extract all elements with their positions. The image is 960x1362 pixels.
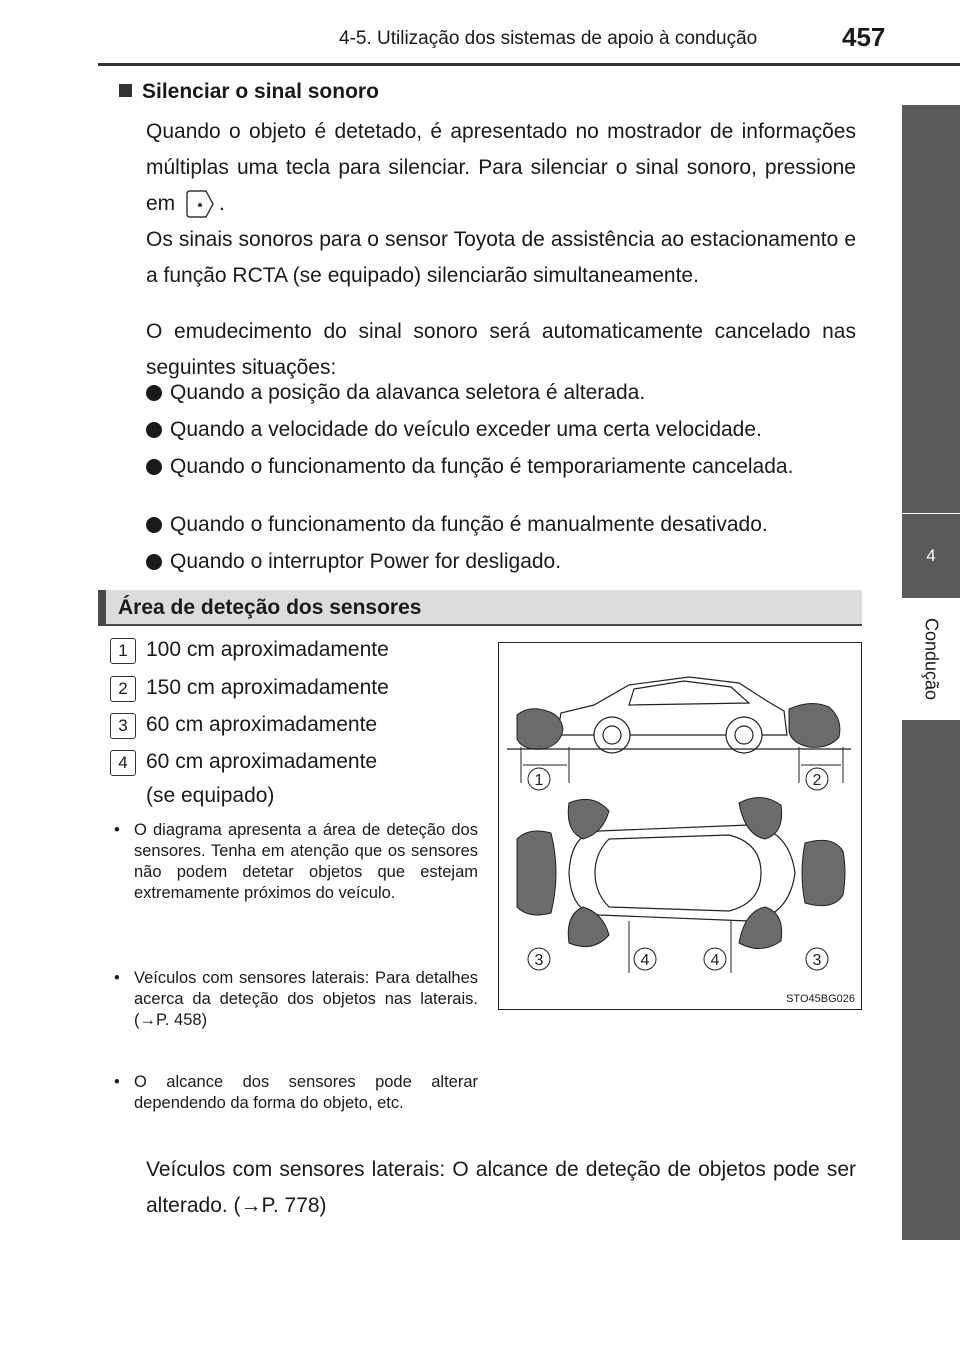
sensor-diagram-svg — [499, 643, 860, 1008]
callout-number: 3 — [110, 713, 136, 739]
item-text-extra: (se equipado) — [146, 784, 275, 807]
list-item: Quando a velocidade do veículo exceder uma certa velocidade. — [146, 413, 856, 447]
svg-text:3: 3 — [534, 952, 544, 969]
paragraph-mute-instruction: Quando o objeto é detetado, é apresentado no mostrador de informações múltiplas uma tecla para silenciar. Para silenciar o sinal sonoro, pressione em . — [146, 114, 856, 222]
note-item: • Veículos com sensores laterais: Para detalhes acerca da deteção dos objetos nas laterais. (→P. 458) — [114, 969, 478, 1029]
list-item: Quando o funcionamento da função é temporariamente cancelada. — [146, 450, 856, 484]
running-header: 4-5. Utilização dos sistemas de apoio à condução — [339, 28, 758, 49]
header-rule — [98, 63, 960, 66]
svg-text:3: 3 — [812, 952, 822, 969]
paragraph-simultaneous: Os sinais sonoros para o sensor Toyota de assistência ao estacionamento e a função RCTA (se equipado) silenciarão simultaneamente. — [146, 228, 856, 287]
side-tab-bar-top — [902, 105, 960, 513]
bullet-dot-icon — [146, 385, 162, 401]
item-text: 60 cm aproximadamente — [146, 750, 378, 773]
section-title-detection-area: Área de deteção dos sensores — [98, 590, 862, 626]
paragraph-side-sensors: Veículos com sensores laterais: O alcance de deteção de objetos pode ser alterado. (→P. 778) — [146, 1158, 856, 1217]
list-item: Quando o funcionamento da função é manualmente desativado. — [146, 508, 856, 542]
callout-number: 2 — [110, 676, 136, 702]
bullet-dot-icon — [146, 422, 162, 438]
item-text: 150 cm aproximadamente — [146, 676, 389, 699]
list-item: Quando o interruptor Power for desligado. — [146, 545, 856, 579]
side-view-car — [557, 677, 787, 753]
callout-number: 1 — [110, 638, 136, 664]
chapter-label: Condução — [921, 617, 942, 701]
top-view-car — [569, 825, 795, 921]
page-number: 457 — [842, 22, 886, 52]
side-tab-bar-bottom — [902, 720, 960, 1240]
section-title-mute: Silenciar o sinal sonoro — [119, 80, 379, 104]
svg-text:1: 1 — [534, 772, 544, 789]
svg-text:2: 2 — [812, 772, 822, 789]
mute-button-icon — [184, 188, 216, 220]
paragraph-cancel-conditions: O emudecimento do sinal sonoro será automaticamente cancelado nas seguintes situações: — [146, 320, 856, 379]
callout-number: 4 — [110, 750, 136, 776]
item-text: 100 cm aproximadamente — [146, 638, 389, 661]
bullet-dot-icon — [146, 459, 162, 475]
sensor-diagram — [498, 642, 862, 1010]
square-bullet-icon — [119, 84, 132, 97]
list-item: Quando a posição da alavanca seletora é alterada. — [146, 376, 856, 410]
bullet-dot-icon — [146, 554, 162, 570]
svg-text:4: 4 — [710, 952, 720, 969]
note-item: • O diagrama apresenta a área de deteção dos sensores. Tenha em atenção que os sensores não podem detetar objetos que estejam extremamente próximos do veículo. — [114, 821, 478, 902]
svg-text:4: 4 — [640, 952, 650, 969]
figure-code: STO45BG026 — [786, 993, 855, 1005]
chapter-tab: 4 — [902, 514, 960, 598]
item-text: 60 cm aproximadamente — [146, 713, 378, 736]
bullet-dot-icon — [146, 517, 162, 533]
note-item: • O alcance dos sensores pode alterar dependendo da forma do objeto, etc. — [114, 1073, 478, 1112]
